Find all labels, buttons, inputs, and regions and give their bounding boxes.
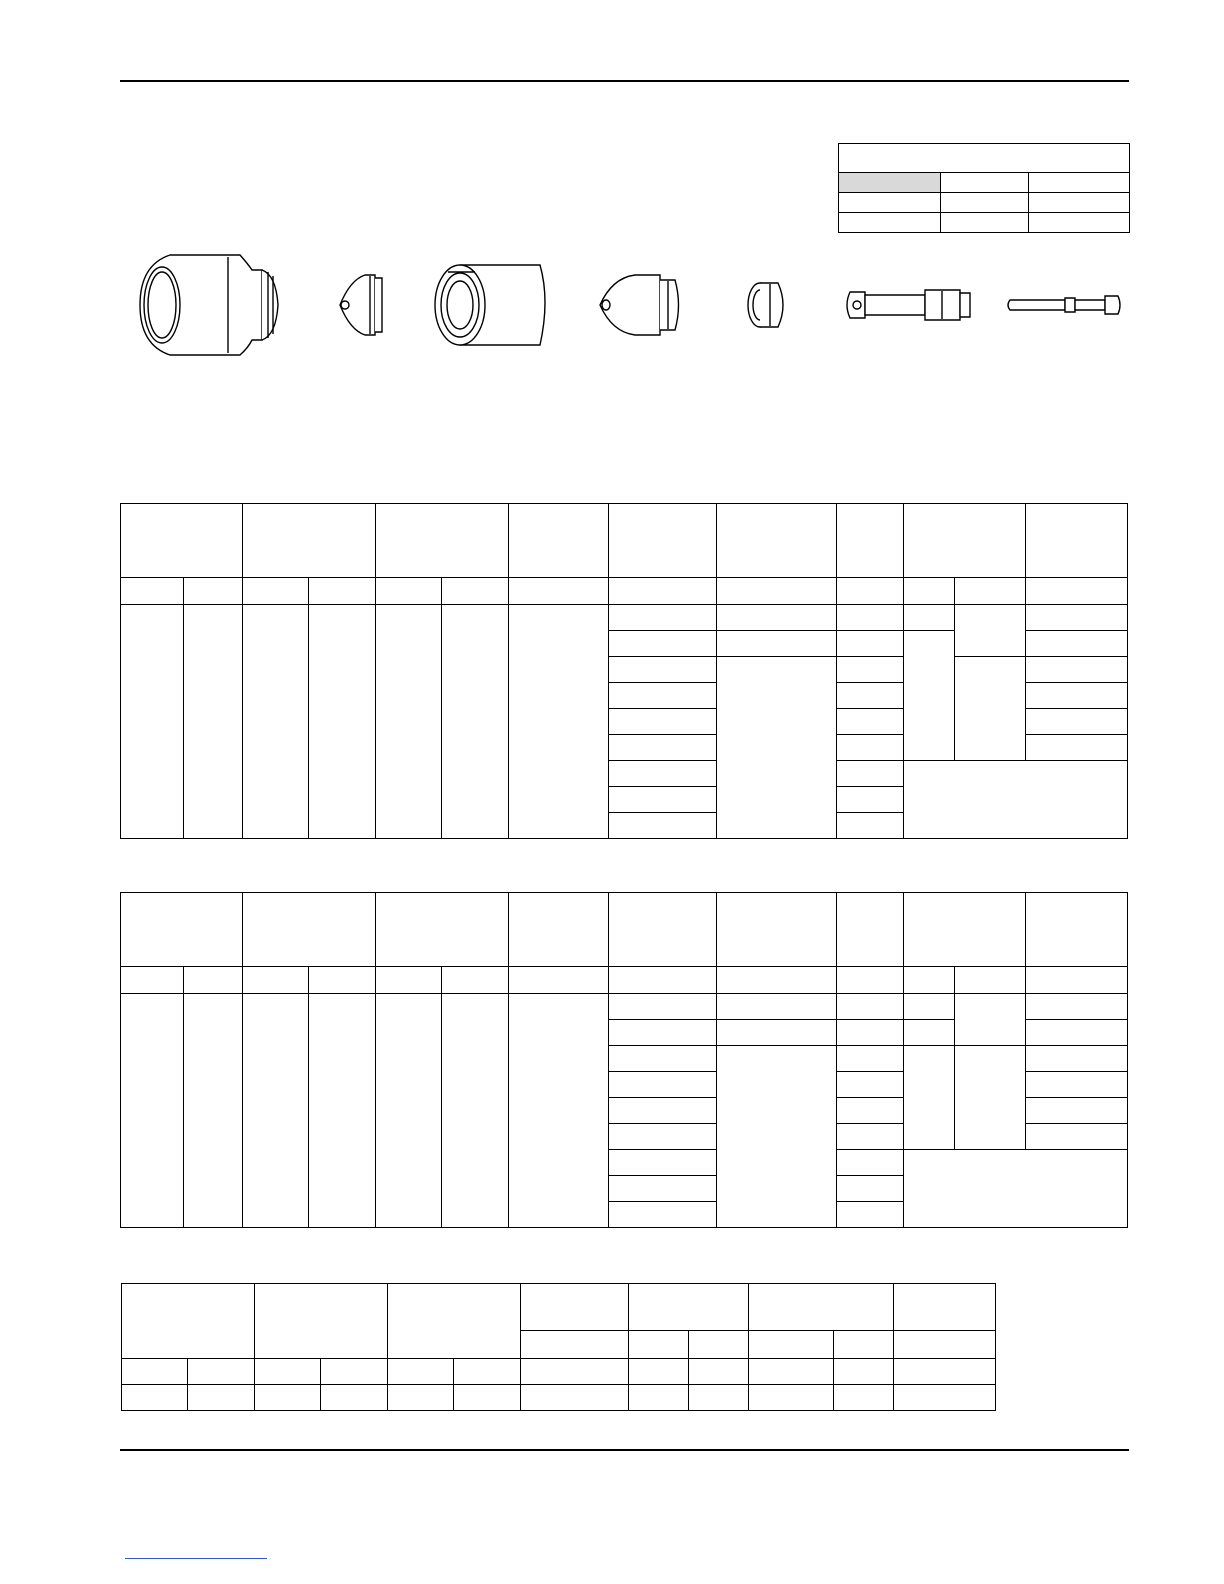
table-cell bbox=[955, 657, 1026, 761]
table-header-cell bbox=[509, 504, 609, 578]
table-cell bbox=[904, 578, 955, 605]
table-cell bbox=[188, 1359, 255, 1385]
process-table-b bbox=[120, 892, 1128, 1228]
table-cell bbox=[609, 1046, 717, 1072]
table-cell bbox=[454, 1385, 521, 1411]
table-cell bbox=[609, 631, 717, 657]
table-cell bbox=[121, 967, 184, 994]
table-header-cell bbox=[1026, 504, 1128, 578]
table-cell bbox=[904, 1020, 955, 1046]
footer-rule bbox=[120, 1449, 1129, 1451]
table-cell bbox=[309, 967, 376, 994]
table-cell bbox=[309, 994, 376, 1228]
table-cell bbox=[388, 1385, 454, 1411]
table-cell bbox=[609, 709, 717, 735]
table-cell bbox=[442, 994, 509, 1228]
table-header-cell bbox=[388, 1284, 521, 1359]
table-cell bbox=[121, 994, 184, 1228]
table-cell bbox=[609, 1202, 717, 1228]
table-cell bbox=[837, 761, 904, 787]
table-cell bbox=[837, 605, 904, 631]
table-cell bbox=[1026, 657, 1128, 683]
table-cell bbox=[837, 631, 904, 657]
table-cell bbox=[243, 578, 309, 605]
table-cell bbox=[837, 657, 904, 683]
table-cell bbox=[121, 605, 184, 839]
table-cell bbox=[1026, 1124, 1128, 1150]
table-cell bbox=[609, 1150, 717, 1176]
table-cell bbox=[184, 994, 243, 1228]
table-cell bbox=[255, 1359, 321, 1385]
table-header-cell bbox=[717, 504, 837, 578]
footer-link[interactable] bbox=[125, 1558, 267, 1559]
table-cell bbox=[521, 1385, 629, 1411]
table-cell bbox=[689, 1359, 749, 1385]
table-cell bbox=[904, 761, 1128, 839]
table-cell bbox=[1026, 631, 1128, 657]
table-cell bbox=[837, 683, 904, 709]
table-cell bbox=[955, 578, 1026, 605]
table-cell bbox=[837, 578, 904, 605]
table-header-cell bbox=[376, 504, 509, 578]
table-cell bbox=[609, 994, 717, 1020]
table-cell bbox=[184, 605, 243, 839]
table-cell bbox=[309, 578, 376, 605]
table-cell bbox=[376, 967, 442, 994]
table-cell bbox=[609, 735, 717, 761]
table-cell bbox=[609, 1098, 717, 1124]
table-cell bbox=[1026, 683, 1128, 709]
table-cell bbox=[689, 1385, 749, 1411]
table-cell bbox=[689, 1331, 749, 1359]
table-cell bbox=[955, 967, 1026, 994]
table-cell bbox=[717, 994, 837, 1020]
table-cell bbox=[122, 1359, 188, 1385]
table-header-cell bbox=[609, 504, 717, 578]
table-cell bbox=[509, 605, 609, 839]
table-cell bbox=[243, 605, 309, 839]
table-cell bbox=[1026, 735, 1128, 761]
table-cell bbox=[837, 994, 904, 1020]
table-cell bbox=[184, 967, 243, 994]
table-cell bbox=[904, 1150, 1128, 1228]
table-header-cell bbox=[904, 504, 1026, 578]
table-cell bbox=[749, 1331, 834, 1359]
table-cell bbox=[894, 1359, 996, 1385]
table-header-cell bbox=[749, 1284, 894, 1331]
table-header-cell bbox=[837, 504, 904, 578]
table-cell bbox=[837, 967, 904, 994]
table-cell bbox=[184, 578, 243, 605]
table-cell bbox=[837, 1072, 904, 1098]
table-cell bbox=[955, 1046, 1026, 1150]
table-cell bbox=[321, 1359, 388, 1385]
table-cell bbox=[837, 1046, 904, 1072]
table-header-cell bbox=[243, 893, 376, 967]
table-cell bbox=[609, 1124, 717, 1150]
bottom-table bbox=[121, 1283, 996, 1411]
table-cell bbox=[941, 213, 1029, 233]
table-cell bbox=[837, 1020, 904, 1046]
table-cell bbox=[717, 605, 837, 631]
table-cell bbox=[1026, 967, 1128, 994]
table-cell bbox=[1026, 578, 1128, 605]
table-cell bbox=[1026, 1098, 1128, 1124]
table-cell bbox=[609, 761, 717, 787]
table-cell bbox=[521, 1331, 629, 1359]
table-cell bbox=[376, 605, 442, 839]
table-cell bbox=[941, 173, 1029, 193]
table-cell bbox=[609, 657, 717, 683]
table-cell bbox=[609, 578, 717, 605]
table-cell bbox=[442, 605, 509, 839]
table-cell bbox=[1026, 1072, 1128, 1098]
table-cell bbox=[509, 578, 609, 605]
table-cell bbox=[442, 967, 509, 994]
table-cell bbox=[837, 1098, 904, 1124]
table-cell bbox=[837, 1124, 904, 1150]
table-cell bbox=[834, 1385, 894, 1411]
electrode-icon bbox=[847, 290, 970, 320]
table-header-cell bbox=[509, 893, 609, 967]
table-cell bbox=[904, 1046, 955, 1150]
table-cell bbox=[749, 1359, 834, 1385]
table-cell bbox=[122, 1385, 188, 1411]
table-header-cell bbox=[121, 504, 243, 578]
table-cell bbox=[904, 967, 955, 994]
table-header-cell bbox=[717, 893, 837, 967]
table-cell bbox=[609, 1072, 717, 1098]
table-cell bbox=[1026, 1020, 1128, 1046]
table-cell bbox=[837, 709, 904, 735]
table-cell bbox=[509, 967, 609, 994]
table-cell bbox=[839, 173, 941, 193]
table-cell bbox=[941, 193, 1029, 213]
table-cell bbox=[609, 683, 717, 709]
table-cell bbox=[388, 1359, 454, 1385]
table-cell bbox=[321, 1385, 388, 1411]
table-cell bbox=[839, 213, 941, 233]
table-cell bbox=[1026, 1046, 1128, 1072]
table-cell bbox=[837, 787, 904, 813]
table-header-cell bbox=[894, 1284, 996, 1331]
table-cell bbox=[904, 994, 955, 1020]
reference-table-title bbox=[839, 144, 1130, 173]
table-cell bbox=[255, 1385, 321, 1411]
table-cell bbox=[1029, 213, 1130, 233]
table-cell bbox=[376, 994, 442, 1228]
table-cell bbox=[442, 578, 509, 605]
table-cell bbox=[839, 193, 941, 213]
table-cell bbox=[834, 1359, 894, 1385]
table-header-cell bbox=[837, 893, 904, 967]
table-cell bbox=[609, 605, 717, 631]
table-header-cell bbox=[122, 1284, 255, 1359]
reference-table bbox=[838, 143, 1130, 233]
table-header-cell bbox=[609, 893, 717, 967]
table-cell bbox=[717, 1046, 837, 1228]
table-cell bbox=[376, 578, 442, 605]
table-cell bbox=[609, 813, 717, 839]
table-cell bbox=[837, 1150, 904, 1176]
table-cell bbox=[1029, 173, 1130, 193]
table-cell bbox=[243, 994, 309, 1228]
table-cell bbox=[1029, 193, 1130, 213]
table-cell bbox=[717, 967, 837, 994]
table-cell bbox=[717, 1020, 837, 1046]
table-cell bbox=[629, 1385, 689, 1411]
table-cell bbox=[454, 1359, 521, 1385]
table-cell bbox=[834, 1331, 894, 1359]
table-cell bbox=[837, 1202, 904, 1228]
table-cell bbox=[837, 1176, 904, 1202]
table-cell bbox=[717, 631, 837, 657]
table-cell bbox=[1026, 994, 1128, 1020]
table-header-cell bbox=[1026, 893, 1128, 967]
table-header-cell bbox=[629, 1284, 749, 1331]
table-cell bbox=[609, 1020, 717, 1046]
consumable-parts-illustration bbox=[130, 240, 1130, 370]
table-cell bbox=[837, 735, 904, 761]
table-cell bbox=[188, 1385, 255, 1411]
shield-icon bbox=[140, 255, 278, 355]
table-header-cell bbox=[243, 504, 376, 578]
table-cell bbox=[717, 578, 837, 605]
table-cell bbox=[521, 1359, 629, 1385]
table-cell bbox=[243, 967, 309, 994]
table-header-cell bbox=[904, 893, 1026, 967]
table-cell bbox=[1026, 605, 1128, 631]
table-cell bbox=[309, 605, 376, 839]
process-table-a bbox=[120, 503, 1128, 839]
table-cell bbox=[904, 605, 955, 631]
table-cell bbox=[955, 994, 1026, 1046]
table-header-cell bbox=[121, 893, 243, 967]
header-rule bbox=[120, 80, 1129, 82]
table-cell bbox=[609, 787, 717, 813]
table-cell bbox=[749, 1385, 834, 1411]
table-cell bbox=[629, 1359, 689, 1385]
table-cell bbox=[609, 967, 717, 994]
table-header-cell bbox=[376, 893, 509, 967]
table-cell bbox=[717, 657, 837, 839]
table-cell bbox=[121, 578, 184, 605]
table-header-cell bbox=[521, 1284, 629, 1331]
nozzle-icon bbox=[600, 275, 679, 335]
table-cell bbox=[609, 1176, 717, 1202]
table-cell bbox=[509, 994, 609, 1228]
table-cell bbox=[955, 605, 1026, 657]
table-cell bbox=[894, 1331, 996, 1359]
water-tube-icon bbox=[1008, 296, 1120, 314]
table-cell bbox=[894, 1385, 996, 1411]
table-cell bbox=[629, 1331, 689, 1359]
table-cell bbox=[837, 813, 904, 839]
table-cell bbox=[1026, 709, 1128, 735]
retaining-cap-icon bbox=[435, 265, 545, 345]
swirl-ring-icon bbox=[748, 283, 783, 327]
nozzle-retaining-cap-icon bbox=[340, 275, 382, 335]
table-cell bbox=[904, 631, 955, 761]
table-header-cell bbox=[255, 1284, 388, 1359]
